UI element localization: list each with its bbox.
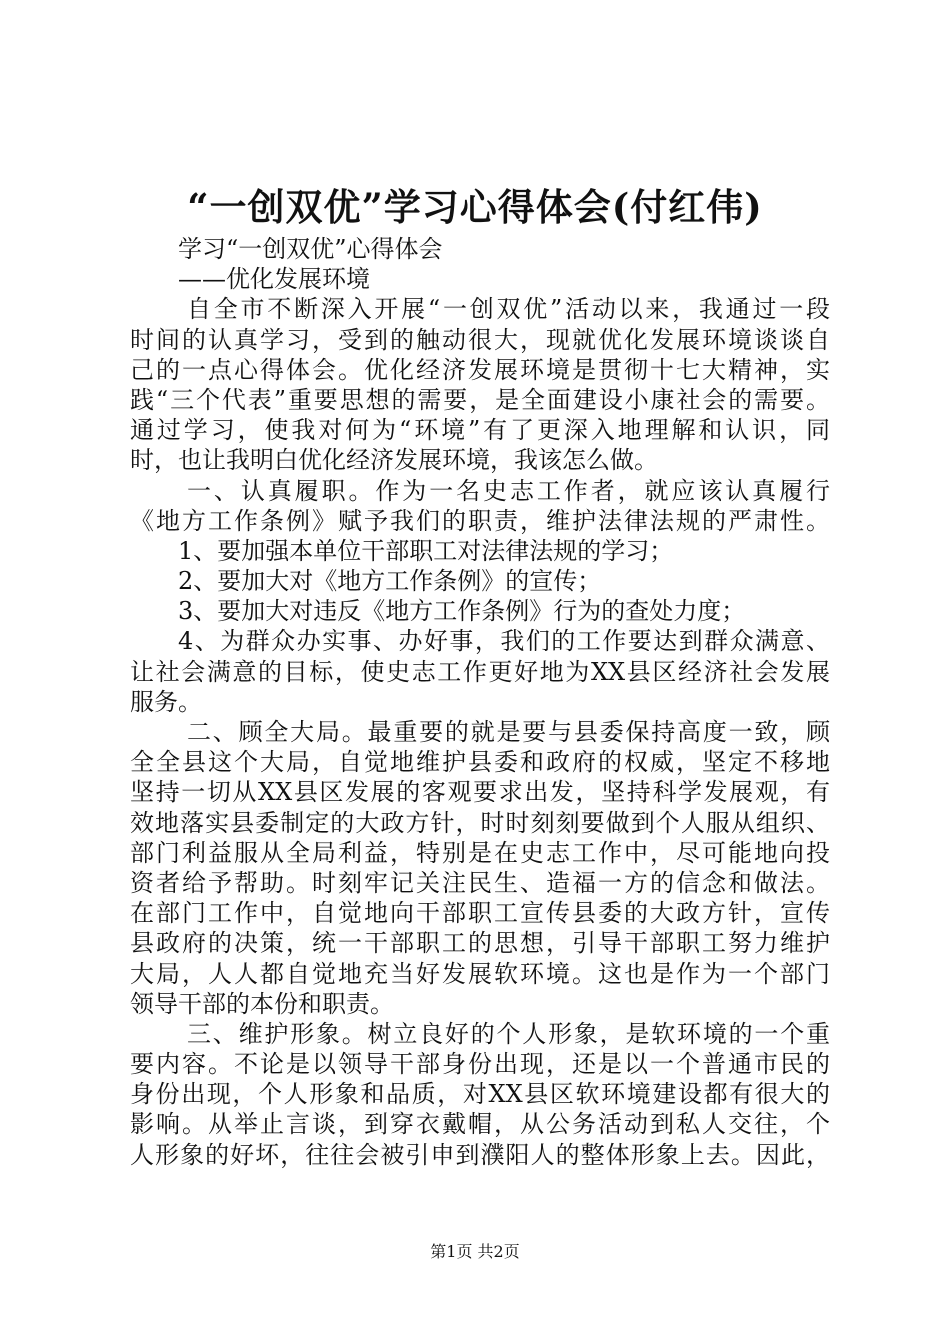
paragraph-line: 时间的认真学习，受到的触动很大，现就优化发展环境谈谈自 xyxy=(130,325,830,354)
paragraph-line: 人形象的好坏，往往会被引申到濮阳人的整体形象上去。因此， xyxy=(130,1140,830,1169)
paragraph-line: 领导干部的本份和职责。 xyxy=(130,989,394,1018)
paragraph-line: 服务。 xyxy=(130,687,202,716)
paragraph-line: 己的一点心得体会。优化经济发展环境是贯彻十七大精神，实 xyxy=(130,355,830,384)
paragraph-line: 效地落实县委制定的大政方针，时时刻刻要做到个人服从组织、 xyxy=(130,808,830,837)
paragraph-line: 三、维护形象。树立良好的个人形象，是软环境的一个重 xyxy=(187,1019,830,1048)
paragraph-line: 3、要加大对违反《地方工作条例》行为的查处力度； xyxy=(178,597,746,626)
paragraph-line: 通过学习，使我对何为“环境”有了更深入地理解和认识，同 xyxy=(130,416,830,445)
subtitle-line: ——优化发展环境 xyxy=(178,265,370,294)
paragraph-line: 全全县这个大局，自觉地维护县委和政府的权威，坚定不移地 xyxy=(130,748,830,777)
paragraph-line: 部门利益服从全局利益，特别是在史志工作中，尽可能地向投 xyxy=(130,838,830,867)
paragraph-line: 践“三个代表”重要思想的需要，是全面建设小康社会的需要。 xyxy=(130,385,830,414)
paragraph-line: 县政府的决策，统一干部职工的思想，引导干部职工努力维护 xyxy=(130,929,830,958)
document-title: “一创双优”学习心得体会(付红伟) xyxy=(187,185,763,229)
paragraph-line: 自全市不断深入开展“一创双优”活动以来，我通过一段 xyxy=(187,295,830,324)
paragraph-line: 身份出现，个人形象和品质，对XX县区软环境建设都有很大的 xyxy=(130,1080,830,1109)
paragraph-line: 要内容。不论是以领导干部身份出现，还是以一个普通市民的 xyxy=(130,1050,830,1079)
paragraph-line: 一、认真履职。作为一名史志工作者，就应该认真履行 xyxy=(187,476,830,505)
paragraph-line: 2、要加大对《地方工作条例》的宣传； xyxy=(178,567,602,596)
paragraph-line: 资者给予帮助。时刻牢记关注民生、造福一方的信念和做法。 xyxy=(130,868,830,897)
paragraph-line: 1、要加强本单位干部职工对法律法规的学习； xyxy=(178,536,674,565)
paragraph-line: 坚持一切从XX县区发展的客观要求出发，坚持科学发展观，有 xyxy=(130,778,830,807)
document-body xyxy=(130,234,830,1170)
paragraph-line: 在部门工作中，自觉地向干部职工宣传县委的大政方针，宣传 xyxy=(130,899,830,928)
paragraph-line: 影响。从举止言谈，到穿衣戴帽，从公务活动到私人交往，个 xyxy=(130,1110,830,1139)
paragraph-line: 时，也让我明白优化经济发展环境，我该怎么做。 xyxy=(130,446,658,475)
paragraph-line: 大局，人人都自觉地充当好发展软环境。这也是作为一个部门 xyxy=(130,959,830,988)
subtitle-line: 学习“一创双优”心得体会 xyxy=(178,235,443,263)
paragraph-line: 二、顾全大局。最重要的就是要与县委保持高度一致，顾 xyxy=(187,718,830,746)
paragraph-line: 4、为群众办实事、办好事，我们的工作要达到群众满意、 xyxy=(178,627,830,656)
paragraph-line: 《地方工作条例》赋予我们的职责，维护法律法规的严肃性。 xyxy=(130,506,830,535)
paragraph-line: 让社会满意的目标，使史志工作更好地为XX县区经济社会发展 xyxy=(130,657,830,686)
page-footer: 第1页 共2页 xyxy=(430,1242,520,1261)
